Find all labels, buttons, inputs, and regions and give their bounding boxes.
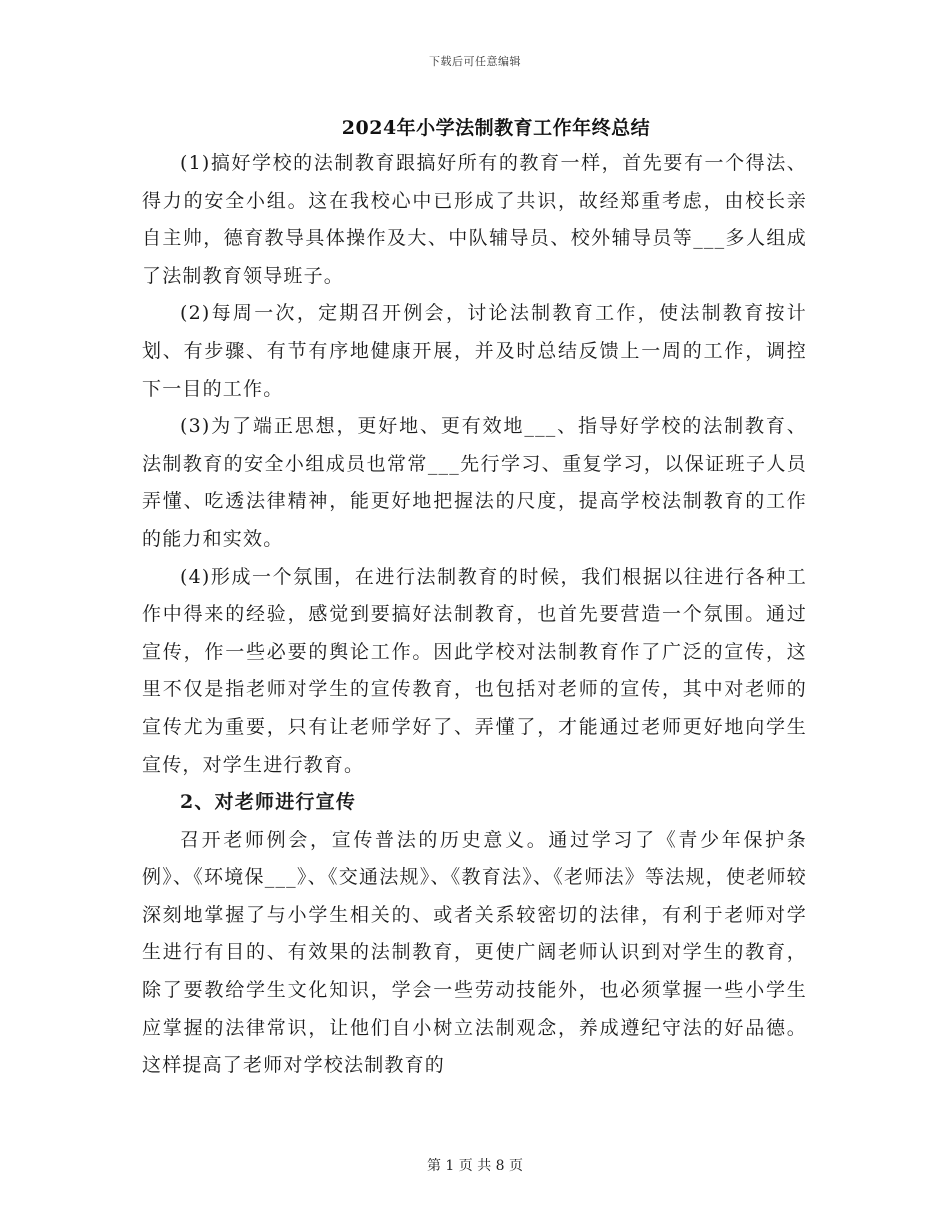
section-heading: 2、对老师进行宣传	[180, 791, 357, 814]
paragraph-2: (2)每周一次，定期召开例会，讨论法制教育工作，使法制教育按计划、有步骤、有节有序地健康开展，并及时总结反馈上一周的工作，调控下一目的工作。	[142, 302, 807, 400]
page-number: 第 1 页 共 8 页	[426, 1158, 524, 1174]
section-paragraph: 召开老师例会，宣传普法的历史意义。通过学习了《青少年保护条例》、《环境保___》、《交通法规》、《教育法》、《老师法》等法规，使老师较深刻地掌握了与小学生相关的、或者关系较密切的法律，有利于老师对学生进行有目的、有效果的法制教育，更使广阔老师认识到对学生的教育，除了要教给学生文化知识，学会一些劳动技能外，也必须掌握一些小学生应掌握的法律常识，让他们自小树立法制观念，养成遵纪守法的好品德。这样提高了老师对学校法制教育的	[142, 828, 807, 1077]
document-body	[142, 145, 807, 1085]
paragraph-4: (4)形成一个氛围，在进行法制教育的时候，我们根据以往进行各种工作中得来的经验，感觉到要搞好法制教育，也首先要营造一个氛围。通过宣传，作一些必要的舆论工作。因此学校对法制教育作了广泛的宣传，这里不仅是指老师对学生的宣传教育，也包括对老师的宣传，其中对老师的宣传尤为重要，只有让老师学好了、弄懂了，才能通过老师更好地向学生宣传，对学生进行教育。	[142, 565, 807, 776]
paragraph-1: (1)搞好学校的法制教育跟搞好所有的教育一样，首先要有一个得法、得力的安全小组。这在我校心中已形成了共识，故经郑重考虑，由校长亲自主帅，德育教导具体操作及大、中队辅导员、校外辅导员等___多人组成了法制教育领导班子。	[142, 152, 807, 287]
header-note: 下载后可任意编辑	[429, 55, 521, 68]
paragraph-3: (3)为了端正思想，更好地、更有效地___、指导好学校的法制教育、法制教育的安全小组成员也常常___先行学习、重复学习，以保证班子人员弄懂、吃透法律精神，能更好地把握法的尺度，提高学校法制教育的工作的能力和实效。	[142, 415, 807, 550]
document-title: 2024年小学法制教育工作年终总结	[341, 117, 651, 139]
